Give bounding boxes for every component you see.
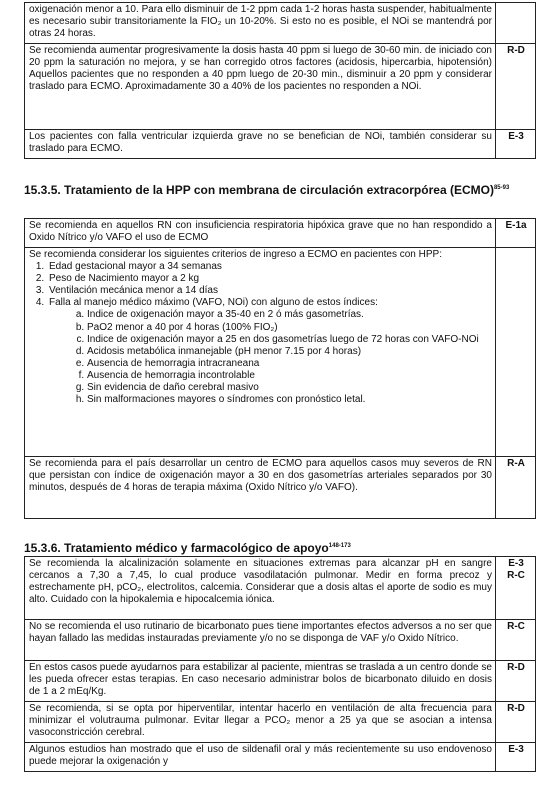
recommendation-text: Se recomienda la alcalinización solamente en situaciones extremas para alcanzar pH en sangre cercanos a 7,30 a 7,45, lo cual produce vasodilatación pulmonar. Medir en forma precoz y estrechamente pH, pCO₂, electrolitos, calcemia. Considerar que a dosis altas el aporte de sodio es muy alto. Cuidado con la hipokalemia e hipocalcemia iónica. — [25, 557, 496, 620]
list-item: d. Acidosis metabólica inmanejable (pH menor 7.15 por 4 horas) — [87, 346, 492, 358]
reference-superscript: 148-173 — [328, 543, 351, 549]
list-item: c. Indice de oxigenación mayor a 25 en dos gasometrías luego de 72 horas con VAFO-NOi — [87, 334, 492, 346]
list-item-label: Falla al manejo médico máximo (VAFO, NOi) con alguno de estos índices: — [49, 297, 378, 309]
table-row — [25, 457, 536, 519]
list-item: f. Ausencia de hemorragia incontrolable — [87, 370, 492, 382]
evidence-level: R-D — [496, 702, 536, 743]
recommendation-table-nitric-oxide — [24, 2, 536, 159]
evidence-level — [496, 248, 536, 457]
recommendation-table-ecmo — [24, 218, 536, 519]
recommendation-text: Se recomienda, si se opta por hiperventilar, intentar hacerlo en ventilación de alta frecuencia para minimizar el volutrauma pulmonar. Evitar llegar a PCO₂ menor a 25 ya que se asocian a intensa vasoconstricción cerebral. — [25, 702, 496, 743]
recommendation-text: Algunos estudios han mostrado que el uso de sildenafil oral y más recientemente su uso endovenoso puede mejorar la oxigenación y — [25, 743, 496, 772]
recommendation-text: oxigenación menor a 10. Para ello disminuir de 1-2 ppm cada 1-2 horas hasta suspender, habitualmente es necesario subir transitoriamente la FIO₂ un 10-20%. Si esto no es posible, el NOi se mantendrá por otras 24 horas. — [25, 3, 496, 44]
list-item: e. Ausencia de hemorragia intracraneana — [87, 358, 492, 370]
reference-superscript: 85-93 — [493, 185, 510, 191]
list-item: b. PaO2 menor a 40 por 4 horas (100% FIO₂) — [87, 322, 492, 334]
list-item: 2. Peso de Nacimiento mayor a 2 kg — [47, 273, 492, 285]
evidence-level: R-A — [496, 457, 536, 519]
recommendation-text: Los pacientes con falla ventricular izquierda grave no se benefician de NOi, también considerar su traslado para ECMO. — [25, 130, 496, 159]
section-title: 15.3.6. Tratamiento médico y farmacológico de apoyo — [24, 541, 329, 555]
criteria-list — [29, 261, 492, 406]
table-row — [25, 620, 536, 661]
criteria-intro: Se recomienda considerar los siguientes criterios de ingreso a ECMO en pacientes con HPP: — [29, 249, 442, 260]
list-item: g. Sin evidencia de daño cerebral masivo — [87, 382, 492, 394]
evidence-level — [496, 557, 536, 620]
recommendation-table-medical — [24, 556, 536, 772]
table-row — [25, 130, 536, 159]
evidence-code: E-3 — [508, 558, 524, 569]
evidence-level: R-C — [496, 620, 536, 661]
section-heading-medical-treatment — [24, 539, 539, 555]
table-row — [25, 3, 536, 44]
list-item: 3. Ventilación mecánica menor a 14 días — [47, 285, 492, 297]
evidence-level: E-3 — [496, 130, 536, 159]
ecmo-criteria-cell — [25, 248, 496, 457]
recommendation-text: Se recomienda para el país desarrollar un centro de ECMO para aquellos casos muy severos de RN que persistan con índice de oxigenación mayor a 30 en dos gasometrías arteriales separados por 30 minutos, después de 4 horas de terapia máxima (Oxido Nítrico y/o VAFO). — [25, 457, 496, 519]
evidence-code: R-C — [507, 570, 525, 581]
index-sublist — [49, 309, 492, 406]
table-row — [25, 219, 536, 248]
evidence-level: E-1a — [496, 219, 536, 248]
evidence-level: R-D — [496, 44, 536, 130]
section-heading-ecmo — [24, 181, 539, 197]
evidence-level — [496, 3, 536, 44]
evidence-level: E-3 — [496, 743, 536, 772]
recommendation-text: En estos casos puede ayudarnos para estabilizar al paciente, mientras se traslada a un centro donde se les pueda ofrecer estas terapias. En caso necesario administrar bolos de bicarbonato diluido en dosis de 1 a 2 mEq/Kg. — [25, 661, 496, 702]
list-item: a. Indice de oxigenación mayor a 35-40 en 2 ó más gasometrías. — [87, 309, 492, 321]
list-item: 1. Edad gestacional mayor a 34 semanas — [47, 261, 492, 273]
table-row — [25, 557, 536, 620]
list-item: h. Sin malformaciones mayores o síndromes con pronóstico letal. — [87, 394, 492, 406]
evidence-level: R-D — [496, 661, 536, 702]
table-row — [25, 743, 536, 772]
section-title: 15.3.5. Tratamiento de la HPP con membrana de circulación extracorpórea (ECMO) — [24, 183, 494, 197]
table-row — [25, 661, 536, 702]
table-row — [25, 44, 536, 130]
recommendation-text: Se recomienda aumentar progresivamente la dosis hasta 40 ppm si luego de 30-60 min. de iniciado con 20 ppm la saturación no mejora, y se han corregido otros factores (acidosis, hipercarbia, hipotensión) Aquellos pacientes que no responden a 40 ppm luego de 20-30 min., disminuir a 20 ppm y considerar traslado para ECMO. Aproximadamente 30 a 40% de los pacientes no responden a NOi. — [25, 44, 496, 130]
table-row — [25, 702, 536, 743]
recommendation-text: Se recomienda en aquellos RN con insuficiencia respiratoria hipóxica grave que no han respondido a Oxido Nítrico y/o VAFO el uso de ECMO — [25, 219, 496, 248]
table-row — [25, 248, 536, 457]
list-item — [47, 297, 492, 406]
recommendation-text: No se recomienda el uso rutinario de bicarbonato pues tiene importantes efectos adversos a no ser que hayan fallado las medidas instauradas previamente y/o no se disponga de VAF y/o Oxido Nítrico. — [25, 620, 496, 661]
